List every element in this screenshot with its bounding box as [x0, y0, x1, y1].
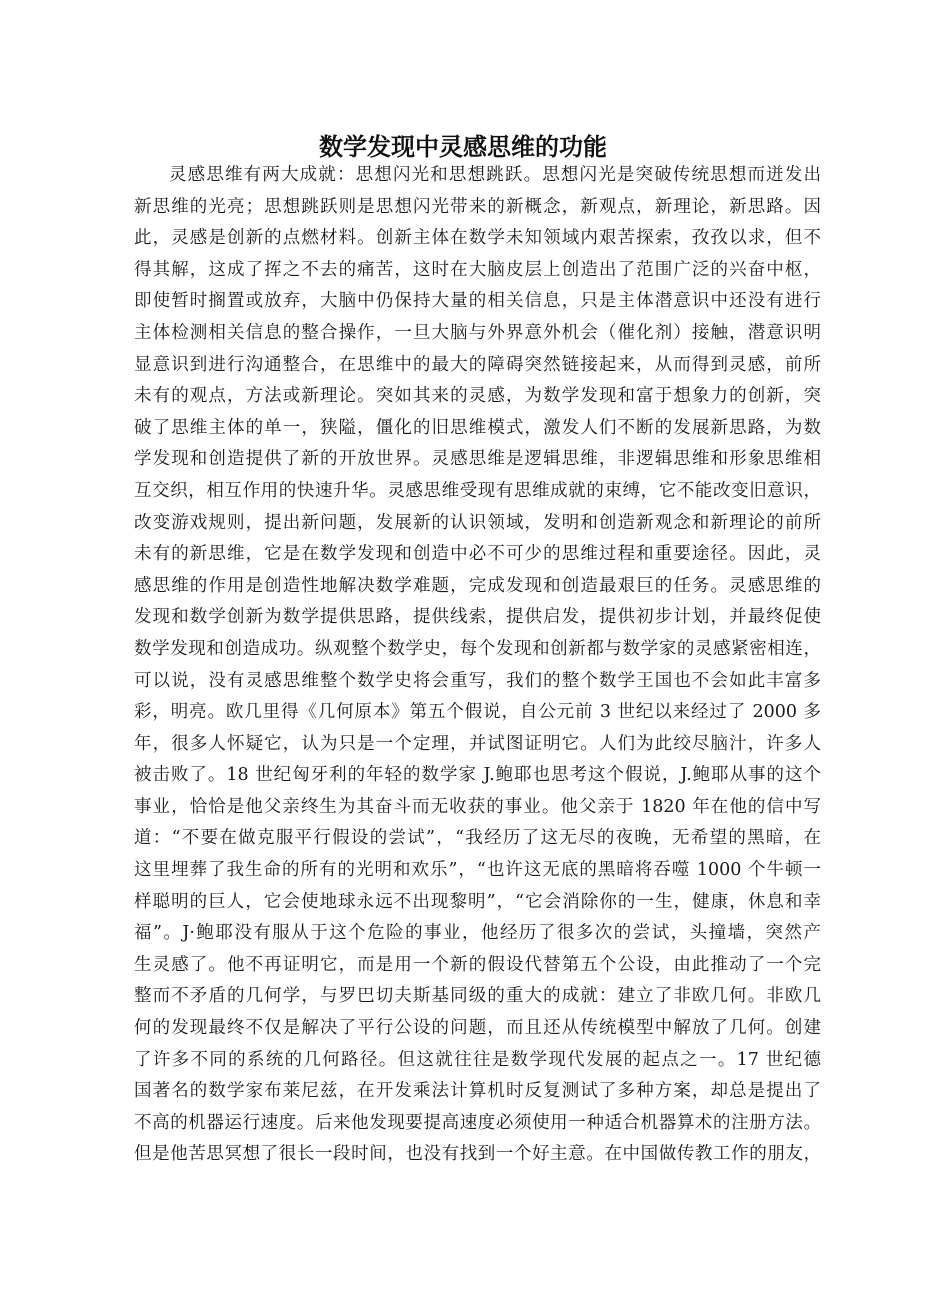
paragraph-line: 学发现和创造提供了新的开放世界。灵感思维是逻辑思维，非逻辑思维和形象思维相	[134, 449, 821, 470]
paragraph-line: 年，很多人怀疑它，认为只是一个定理，并试图证明它。人们为此绞尽脑汁，许多人	[134, 733, 821, 754]
paragraph-line: 样聪明的巨人，它会使地球永远不出现黎明”，“它会消除你的一生，健康，休息和幸	[134, 891, 821, 912]
paragraph-line: 此，灵感是创新的点燃材料。创新主体在数学未知领域内艰苦探索，孜孜以求，但不	[134, 228, 821, 249]
paragraph-line: 灵感思维有两大成就：思想闪光和思想跳跃。思想闪光是突破传统思想而迸发出	[169, 165, 821, 185]
paragraph-line: 国著名的数学家布莱尼兹，在开发乘法计算机时反复测试了多种方案，却总是提出了	[134, 1081, 821, 1102]
paragraph-line: 新思维的光亮；思想跳跃则是思想闪光带来的新概念，新观点，新理论，新思路。因	[134, 196, 821, 217]
paragraph-line: 道：“不要在做克服平行假设的尝试”，“我经历了这无尽的夜晚，无希望的黑暗，在	[134, 828, 821, 849]
paragraph-line: 即使暂时搁置或放弃，大脑中仍保持大量的相关信息，只是主体潜意识中还没有进行	[134, 291, 821, 312]
paragraph-line: 破了思维主体的单一，狭隘，僵化的旧思维模式，激发人们不断的发展新思路，为数	[134, 417, 821, 438]
paragraph-line: 整而不矛盾的几何学，与罗巴切夫斯基同级的重大的成就：建立了非欧几何。非欧几	[134, 986, 821, 1007]
paragraph-line: 数学发现和创造成功。纵观整个数学史，每个发现和创新都与数学家的灵感紧密相连，	[134, 638, 821, 659]
paragraph-line: 发现和数学创新为数学提供思路，提供线索，提供启发，提供初步计划，并最终促使	[134, 607, 821, 628]
body-paragraph	[134, 160, 821, 1171]
paragraph-line: 主体检测相关信息的整合操作，一旦大脑与外界意外机会（催化剂）接触，潜意识明	[134, 322, 821, 343]
paragraph-line: 互交织，相互作用的快速升华。灵感思维受现有思维成就的束缚，它不能改变旧意识，	[134, 480, 821, 501]
paragraph-line: 彩，明亮。欧几里得《几何原本》第五个假说，自公元前 3 世纪以来经过了 2000 多	[134, 702, 821, 723]
paragraph-line: 未有的新思维，它是在数学发现和创造中必不可少的思维过程和重要途径。因此，灵	[134, 544, 821, 565]
paragraph-line: 了许多不同的系统的几何路径。但这就往往是数学现代发展的起点之一。17 世纪德	[134, 1049, 821, 1070]
paragraph-line: 得其解，这成了挥之不去的痛苦，这时在大脑皮层上创造出了范围广泛的兴奋中枢，	[134, 259, 821, 280]
paragraph-line: 可以说，没有灵感思维整个数学史将会重写，我们的整个数学王国也不会如此丰富多	[134, 670, 821, 691]
paragraph-line: 感思维的作用是创造性地解决数学难题，完成发现和创造最艰巨的任务。灵感思维的	[134, 575, 821, 596]
paragraph-line: 改变游戏规则，提出新问题，发展新的认识领域，发明和创造新观念和新理论的前所	[134, 512, 821, 533]
paragraph-line: 但是他苦思冥想了很长一段时间，也没有找到一个好主意。在中国做传教工作的朋友，	[134, 1144, 821, 1165]
paragraph-line: 显意识到进行沟通整合，在思维中的最大的障碍突然链接起来，从而得到灵感，前所	[134, 354, 821, 375]
paragraph-line: 这里埋葬了我生命的所有的光明和欢乐”，“也许这无底的黑暗将吞噬 1000 个牛顿一	[134, 860, 821, 881]
paragraph-line: 事业，恰恰是他父亲终生为其奋斗而无收获的事业。他父亲于 1820 年在他的信中写	[134, 796, 821, 817]
document-title: 数学发现中灵感思维的功能	[319, 133, 607, 161]
paragraph-line: 未有的观点，方法或新理论。突如其来的灵感，为数学发现和富于想象力的创新，突	[134, 386, 821, 407]
paragraph-line: 福”。J·鲍耶没有服从于这个危险的事业，他经历了很多次的尝试，头撞墙，突然产	[134, 923, 821, 944]
paragraph-line: 生灵感了。他不再证明它，而是用一个新的假设代替第五个公设，由此推动了一个完	[134, 954, 821, 975]
paragraph-line: 被击败了。18 世纪匈牙利的年轻的数学家 J.鲍耶也思考这个假说，J.鲍耶从事的这个	[134, 765, 821, 786]
paragraph-line: 何的发现最终不仅是解决了平行公设的问题，而且还从传统模型中解放了几何。创建	[134, 1018, 821, 1039]
paragraph-line: 不高的机器运行速度。后来他发现要提高速度必须使用一种适合机器算术的注册方法。	[134, 1112, 821, 1133]
